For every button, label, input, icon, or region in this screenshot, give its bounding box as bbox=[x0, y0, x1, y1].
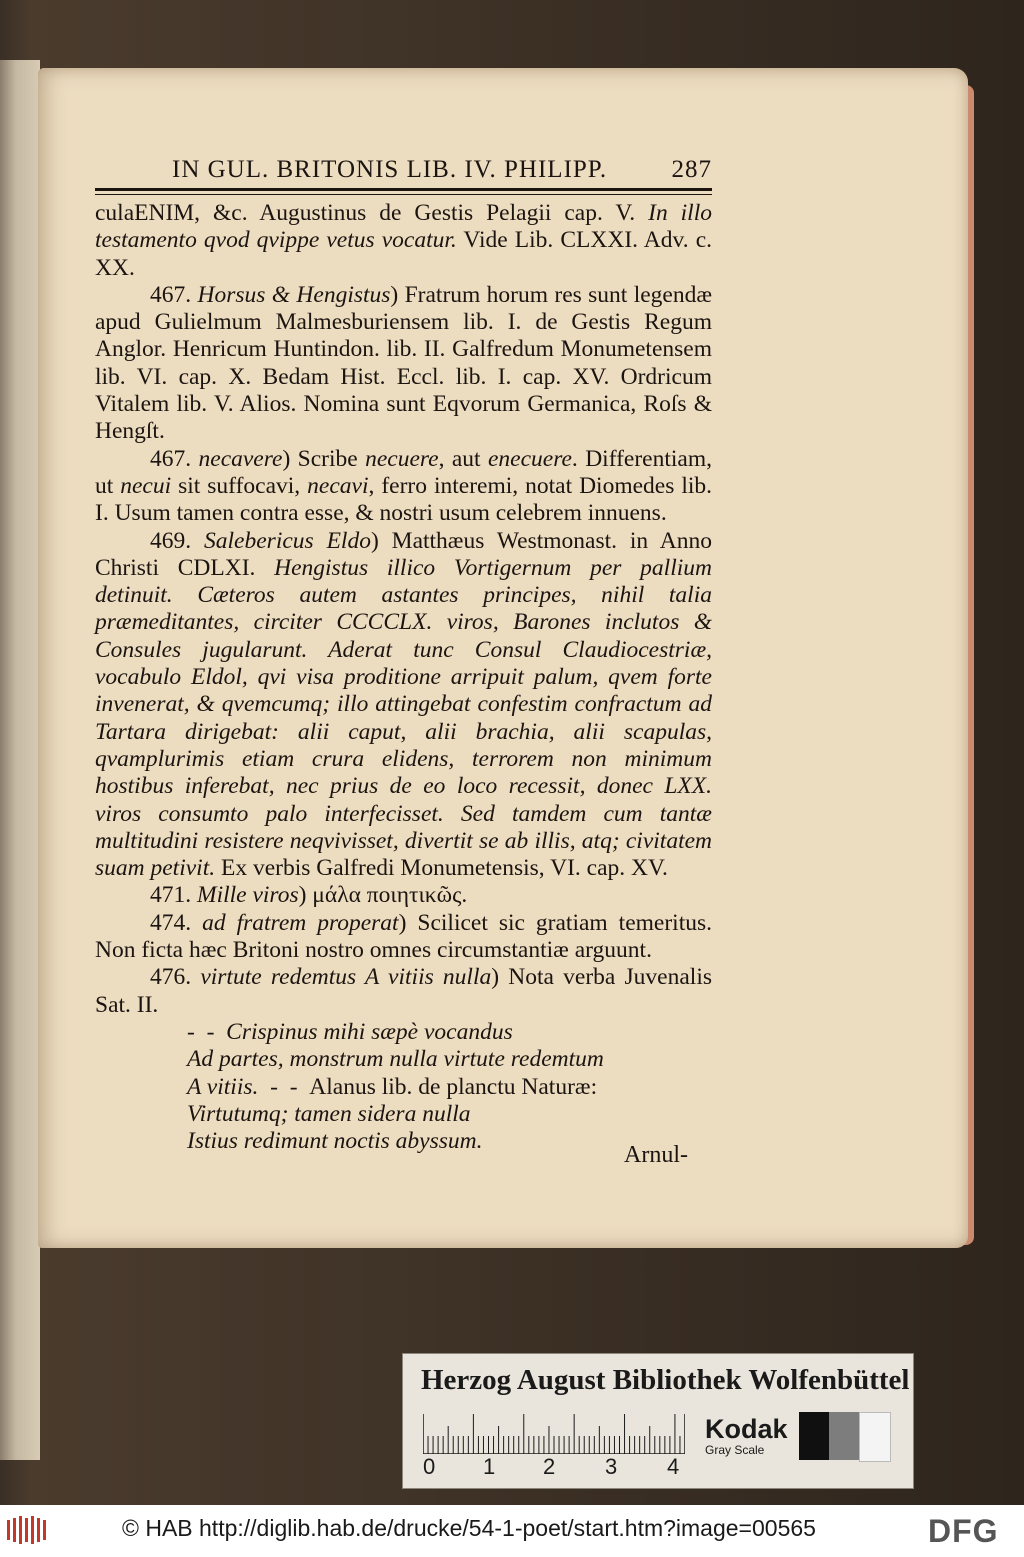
ruler-label-1: 1 bbox=[483, 1454, 496, 1479]
paragraph: 471. Mille viros) μάλα ποιητικῶς. bbox=[150, 882, 468, 909]
dfg-logo: DFG bbox=[928, 1513, 999, 1549]
copyright-url[interactable]: © HAB http://diglib.hab.de/drucke/54-1-poet/start.htm?image=00565 bbox=[122, 1515, 816, 1541]
library-logo-icon bbox=[6, 1516, 48, 1544]
header-rule-thin bbox=[95, 194, 712, 195]
paragraph: 469. Salebericus Eldo) Matthæus Westmonast. in Anno Christi CDLXI. Hengistus illico Vortigernum per pallium detinuit. Cæteros autem astantes principes, nihil talia præmeditantes, circiter CCCCLX. viros, Barones inclutos & Consules jugularunt. Aderat tunc Consul Claudiocestriæ, vocabulo Eldol, qvi visa proditione arripuit palum, qvem forte invenerat, & qvemcumq; illo attingebat confestim confractum ad Tartara dirigebat: alii caput, alii brachia, alii scapulas, qvamplurimis etiam crura elidens, terrorem non minimum hostibus inferebat, nec prius de eo loco recessit, donec LXX. viros consumto palo interfecisset. Sed tamdem cum tantæ multitudini resistere neqvivisset, divertit se ab illis, atq; civitatem suam petivit. Ex verbis Galfredi Monumetensis, VI. cap. XV. bbox=[95, 527, 712, 882]
page-number: 287 bbox=[671, 156, 712, 183]
verse-line: - - Crispinus mihi sæpè vocandus bbox=[187, 1018, 513, 1045]
header-rule bbox=[95, 188, 712, 191]
header-title: IN GUL. BRITONIS LIB. IV. PHILIPP. bbox=[172, 156, 608, 183]
paragraph: culaENIM, &c. Augustinus de Gestis Pelagii cap. V. In illo testamento qvod qvippe vetus vocatur. Vide Lib. CLXXI. Adv. c. XX. bbox=[95, 200, 712, 281]
body-text bbox=[95, 200, 712, 1155]
ruler-label-2: 2 bbox=[543, 1454, 556, 1479]
ruler-label-3: 3 bbox=[605, 1454, 618, 1479]
kodak-brand: Kodak bbox=[705, 1414, 788, 1444]
gray-swatch-black bbox=[799, 1412, 829, 1460]
paragraph: 467. necavere) Scribe necuere, aut enecuere. Differentiam, ut necui sit suffocavi, necavi, ferro interemi, notat Diomedes lib. I. Usum tamen contra esse, & nostri usum celebrem innuens. bbox=[95, 445, 713, 527]
verse-line: Virtutumq; tamen sidera nulla bbox=[187, 1100, 471, 1127]
verse-line: Ad partes, monstrum nulla virtute redemtum bbox=[187, 1046, 604, 1073]
card-title: Herzog August Bibliothek Wolfenbüttel bbox=[421, 1364, 910, 1396]
verse-line: Istius redimunt noctis abyssum. bbox=[187, 1128, 483, 1155]
running-header bbox=[172, 156, 712, 184]
paragraph: 476. virtute redemtus A vitiis nulla) Nota verba Juvenalis Sat. II. bbox=[95, 964, 712, 1018]
catchword: Arnul- bbox=[624, 1142, 688, 1168]
ruler-label-4: 4 bbox=[667, 1454, 680, 1479]
color-calibration-card bbox=[402, 1353, 914, 1489]
ruler-label-0: 0 bbox=[423, 1454, 436, 1479]
kodak-subtitle: Gray Scale bbox=[705, 1443, 765, 1457]
paragraph: 474. ad fratrem properat) Scilicet sic gratiam temeritus. Non ficta hæc Britoni nostro omnes circumstantiæ arguunt. bbox=[95, 909, 712, 964]
gray-swatch-white bbox=[859, 1412, 891, 1462]
kodak-label bbox=[705, 1414, 788, 1457]
gray-swatch-mid bbox=[829, 1412, 859, 1460]
paragraph: 467. Horsus & Hengistus) Fratrum horum res sunt legendæ apud Gulielmum Malmesburiensem lib. I. de Gestis Regum Anglor. Henricum Huntindon. lib. II. Galfredum Monumetensem lib. VI. cap. X. Bedam Hist. Eccl. lib. I. cap. XV. Ordricum Vitalem lib. V. Alios. Nomina sunt Eqvorum Germanica, Roſs & Hengſt. bbox=[95, 281, 713, 445]
verse-line: A vitiis. - - Alanus lib. de planctu Naturæ: bbox=[187, 1073, 598, 1100]
previous-page-edge bbox=[0, 60, 40, 1460]
footer-bar bbox=[0, 1505, 1024, 1557]
ruler-scale bbox=[423, 1414, 685, 1454]
